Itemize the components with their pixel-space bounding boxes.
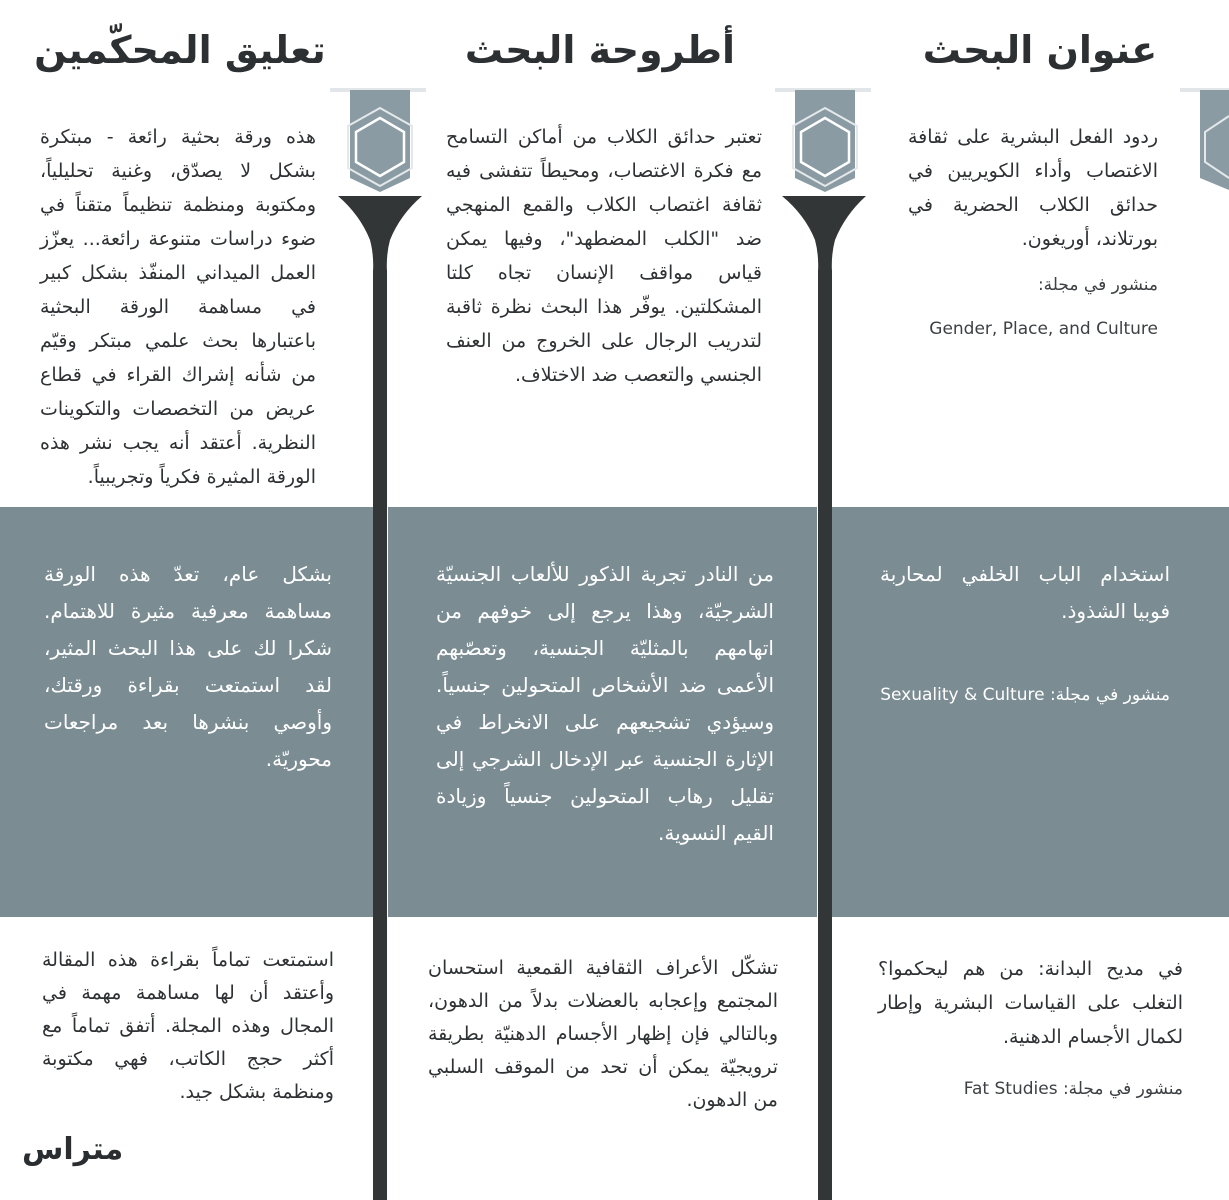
timeline-stem-left <box>373 270 387 1200</box>
research-thesis: تشكّل الأعراف الثقافية القمعية استحسان المجتمع وإعجابه بالعضلات بدلاً من الدهون، وبالتالي فإن إظهار الأجسام الدهنيّة بطريقة ترويجيّة يمكن أن تحد من الموقف السلبي من الدهون. <box>428 957 778 1111</box>
journal-name: Fat Studies <box>963 1079 1058 1099</box>
row-2-title-cell <box>880 556 1170 710</box>
row-1-thesis-cell <box>446 120 762 392</box>
header-research-title: عنوان البحث <box>922 28 1158 72</box>
journal-line <box>878 1074 1183 1104</box>
journal-label: منشور في مجلة: <box>1049 685 1170 705</box>
timeline-stem-right <box>818 270 832 1200</box>
header-reviewer-comments: تعليق المحكّمين <box>34 28 326 72</box>
divider-ribbon-left <box>330 88 426 272</box>
research-title: ردود الفعل البشرية على ثقافة الاغتصاب وأداء الكويريين في حدائق الكلاب الحضرية في بورتلاند، أوريغون. <box>908 126 1158 250</box>
research-thesis: من النادر تجربة الذكور للألعاب الجنسيّة الشرجيّة، وهذا يرجع إلى خوفهم من اتهامهم بالمثليّة الجنسية، وتعصّبهم الأعمى ضد الأشخاص المتحولين جنسياً. وسيؤدي تشجيعهم على الانخراط في الإثارة الجنسية عبر الإدخال الشرجي إلى تقليل رهاب المتحولين جنسياً وزيادة القيم النسوية. <box>436 562 774 845</box>
research-thesis: تعتبر حدائق الكلاب من أماكن التسامح مع فكرة الاغتصاب، ومحيطاً تتفشى فيه ثقافة اغتصاب الكلاب والقمع المنهجي ضد "الكلب المضطهد"، وفيها يمكن قياس مواقف الإنسان تجاه كلتا المشكلتين. يوفّر هذا البحث نظرة ثاقبة لتدريب الرجال على الخروج من العنف الجنسي والتعصب ضد الاختلاف. <box>446 126 762 386</box>
journal-line <box>880 680 1170 710</box>
divider-ribbon-edge <box>1180 88 1229 190</box>
row-1-review-cell <box>40 120 316 494</box>
research-title: استخدام الباب الخلفي لمحاربة فوبيا الشذوذ. <box>880 562 1170 623</box>
row-3-title-cell <box>878 952 1183 1104</box>
row-2-review-cell <box>44 556 332 778</box>
journal-label: منشور في مجلة: <box>1037 275 1158 295</box>
journal-name: Sexuality & Culture <box>880 685 1045 705</box>
divider-ribbon-right <box>775 88 871 272</box>
header-research-thesis: أطروحة البحث <box>464 28 736 72</box>
reviewer-comment: هذه ورقة بحثية رائعة - مبتكرة بشكل لا يصدّق، وغنية تحليلياً، ومكتوبة ومنظمة تنظيماً متقناً في ضوء دراسات متنوعة رائعة... يعزّز العمل الميداني المنفّذ بشكل كبير في مساهمة الورقة البحثية باعتبارها بحث علمي مبتكر وقيّم من شأنه إشراك القراء في قطاع عريض من التخصصات والتكوينات النظرية. أعتقد أنه يجب نشر هذه الورقة المثيرة فكرياً وتجريبياً. <box>40 126 316 488</box>
research-title: في مديح البدانة: من هم ليحكموا؟ التغلب على القياسات البشرية وإطار لكمال الأجسام الدهنية. <box>878 958 1183 1048</box>
row-1-title-cell <box>908 120 1158 344</box>
row-3-thesis-cell <box>428 952 778 1117</box>
row-3-review-cell <box>42 944 334 1109</box>
brand-logo: متراس <box>22 1132 124 1167</box>
row-2-thesis-cell <box>436 556 774 852</box>
reviewer-comment: بشكل عام، تعدّ هذه الورقة مساهمة معرفية مثيرة للاهتمام. شكرا لك على هذا البحث المثير، لقد استمتعت بقراءة ورقتك، وأوصي بنشرها بعد مراجعات محوريّة. <box>44 562 332 771</box>
journal-label: منشور في مجلة: <box>1062 1079 1183 1099</box>
reviewer-comment: استمتعت تماماً بقراءة هذه المقالة وأعتقد أن لها مساهمة مهمة في المجال وهذه المجلة. أتفق تماماً مع أكثر حجج الكاتب، فهي مكتوبة ومنظمة بشكل جيد. <box>42 949 334 1103</box>
journal-name: Gender, Place, and Culture <box>929 319 1158 339</box>
